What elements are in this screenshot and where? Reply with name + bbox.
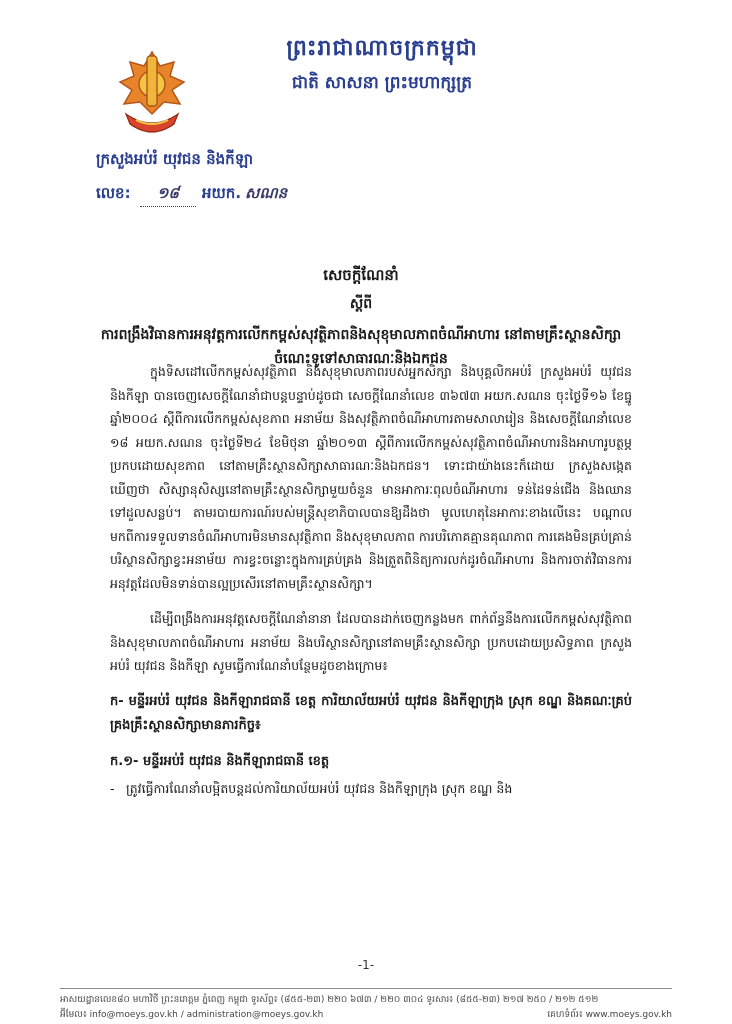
document-title	[96, 266, 626, 371]
footer	[60, 988, 672, 1023]
footer-email: អ៊ីមែល៖ info@moeys.gov.kh / administration@moeys.gov.kh	[60, 1010, 324, 1020]
ministry-emblem-icon	[112, 48, 192, 140]
title-line-2: ស្តីពី	[349, 296, 373, 312]
reference-label: លេខ:	[96, 184, 131, 202]
reference-suffix: អយក.	[202, 184, 242, 202]
section-a-heading: ក- មន្ទីរអប់រំ យុវជន និងកីឡារាជធានី ខេត្ត ការិយាល័យអប់រំ យុវជន និងកីឡាក្រុង ស្រុក ខណ្ឌ និងគណៈគ្រប់គ្រងគ្រឹះស្ថានសិក្សាមានភារកិច្ច៖	[110, 693, 632, 733]
kingdom-header	[262, 34, 502, 97]
footer-website: គេហទំព័រ៖ www.moeys.gov.kh	[547, 1010, 672, 1020]
reference-line	[96, 184, 287, 207]
section-a1-heading: ក.១- មន្ទីរអប់រំ យុវជន និងកីឡារាជធានី ខេត្ត	[110, 753, 330, 769]
reference-code: សណន	[245, 184, 288, 202]
document-body	[110, 360, 632, 813]
footer-address: អាសយដ្ឋានលេខ៨០ មហាវិថី ព្រះនរោត្តម ភ្នំពេញ កម្ពុជា ទូរស័ព្ទ៖ (៨៥៥-២៣) ២២០ ៦៧៣ / ២២០ ៣០៤ ទូរសារ៖ (៨៥៥-២៣) ២១៧ ២៥០ / ២១២ ៥១២	[60, 995, 599, 1005]
ministry-name: ក្រសួងអប់រំ យុវជន និងកីឡា	[96, 150, 254, 168]
title-subject: ការពង្រឹងវិធានការអនុវត្តការលើកកម្ពស់សុវត្ថិភាពនិងសុខុមាលភាពចំណីអាហារ នៅតាមគ្រឹះស្ថានសិក្សាចំណេះទូទៅសាធារណៈនិងឯកជន	[100, 327, 622, 367]
bullet-item: - ត្រូវធ្វើការណែនាំលម្អិតបន្តដល់ការិយាល័យអប់រំ យុវជន និងកីឡាក្រុង ស្រុក ខណ្ឌ និង	[110, 777, 632, 801]
paragraph-2: ដើម្បីពង្រឹងការអនុវត្តសេចក្តីណែនាំនានា ដែលបានដាក់ចេញកន្លងមក ពាក់ព័ន្ធនឹងការលើកកម្ពស់សុវត្ថិភាព និងសុខុមាលភាពចំណីអាហារ អនាម័យ និងបរិស្ថានសិក្សានៅតាមគ្រឹះស្ថានសិក្សា ប្រកបដោយប្រសិទ្ធភាព ក្រសួងអប់រំ យុវជន និងកីឡា សូមធ្វើការណែនាំបន្ថែមដូចខាងក្រោម៖	[110, 611, 632, 673]
title-line-1: សេចក្តីណែនាំ	[323, 266, 399, 284]
kingdom-title: ព្រះរាជាណាចក្រកម្ពុជា	[286, 36, 478, 61]
page-number: -1-	[357, 958, 375, 972]
national-motto: ជាតិ សាសនា ព្រះមហាក្សត្រ	[291, 73, 473, 93]
reference-number: ១៨	[140, 184, 196, 207]
paragraph-1: ក្នុងទិសដៅលើកកម្ពស់សុវត្ថិភាព និងសុខុមាលភាពរបស់អ្នកសិក្សា និងបុគ្គលិកអប់រំ ក្រសួងអប់រំ យុវជន និងកីឡា បានចេញសេចក្តីណែនាំជាបន្តបន្ទាប់ដូចជា សេចក្តីណែនាំលេខ ៣៦៧៣ អយក.សណន ចុះថ្ងៃទី១៦ ខែធ្នូ ឆ្នាំ២០០៤ ស្តីពីការលើកកម្ពស់សុខភាព អនាម័យ និងសុវត្ថិភាពចំណីអាហារតាមសាលារៀន និងសេចក្តីណែនាំលេខ ១៨ អយក.សណន ចុះថ្ងៃទី២៤ ខែមិថុនា ឆ្នាំ២០១៣ ស្តីពីការលើកកម្ពស់សុវត្ថិភាពចំណីអាហារនិងអាហារូបត្ថម្ភប្រកបដោយសុខភាព នៅតាមគ្រឹះស្ថានសិក្សាសាធារណៈនិងឯកជន។ ទោះជាយ៉ាងនេះក៏ដោយ ក្រសួងសង្កេតឃើញថា សិស្សានុសិស្សនៅតាមគ្រឹះស្ថានសិក្សាមួយចំនួន មានអាការៈពុលចំណីអាហារ ទន់ដៃទន់ជើង និងឈានទៅដួលសន្លប់។ តាមរបាយការណ៍របស់មន្ត្រីសុខាភិបាលបានឱ្យដឹងថា មូលហេតុនៃអាការៈខាងលើនេះ បណ្តាលមកពីការទទួលទានចំណីអាហារមិនមានសុវត្ថិភាព និងសុខុមាលភាព ការបរិភោគគ្មានគុណភាព ការគេងមិនគ្រប់គ្រាន់ បរិស្ថានសិក្សាខ្វះអនាម័យ ការខ្វះចន្លោះក្នុងការគ្រប់គ្រង និងត្រួតពិនិត្យការលក់ដូរចំណីអាហារ និងការចាត់វិធានការអនុវត្តដែលមិនទាន់បានល្អប្រសើរនៅតាមគ្រឹះស្ថានសិក្សា។	[110, 364, 632, 591]
